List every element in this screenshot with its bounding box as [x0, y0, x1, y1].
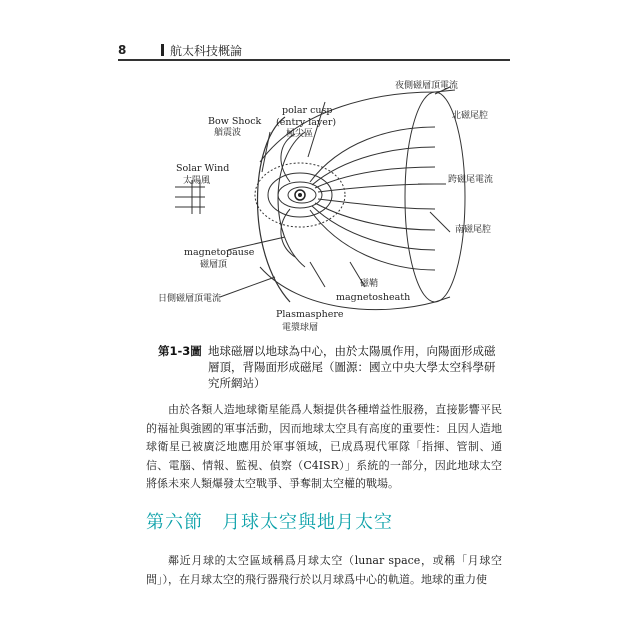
- label-magnetosheath-zh: 磁鞘: [360, 279, 379, 289]
- label-solar-wind: Solar Wind: [176, 163, 230, 174]
- label-magnetosheath: magnetosheath: [336, 292, 411, 303]
- page-header: [118, 41, 510, 61]
- caption-text: 地球磁層以地球為中心，由於太陽風作用，向陽面形成磁層頂，背陽面形成磁尾（圖源：國立中央大學太空科學研究所網站）: [208, 344, 496, 390]
- label-bow-shock-zh: 艏震波: [214, 128, 242, 138]
- label-bow-shock: Bow Shock: [208, 116, 262, 127]
- label-polar-cusp-zh: 極尖區: [286, 129, 314, 139]
- body-paragraph-2: 鄰近月球的太空區域稱爲月球太空（lunar space，或稱「月球空間」），在月球太空的飛行器飛行於以月球爲中心的軌道。地球的重力使: [146, 554, 502, 586]
- caption-number: 第1-3圖: [158, 344, 202, 358]
- header-rule: [118, 59, 510, 61]
- body-paragraph-1: 由於各類人造地球衛星能爲人類提供各種增益性服務，直接影響平民的福祉與強國的軍事活動，因而地球太空具有高度的重要性：且因人造地球衛星已被廣泛地應用於軍事領域，已成爲現代軍隊「指揮、管制、通信、電腦、情報、監視、偵察（C4ISR）」系統的一部分，因此地球太空將係未來人類爆發太空戰爭、爭奪制太空權的戰場。: [146, 403, 502, 490]
- book-title: 航太科技概論: [170, 44, 243, 58]
- label-night-side-current: 夜側磁層頂電流: [395, 81, 459, 91]
- label-plasmasphere: Plasmasphere: [276, 309, 344, 320]
- header-marker-bar: [161, 44, 164, 56]
- label-south-lobe: 南磁尾腔: [455, 225, 492, 235]
- label-solar-wind-zh: 太陽風: [183, 176, 211, 186]
- label-north-lobe: 北磁尾腔: [452, 111, 489, 121]
- label-magnetopause: magnetopause: [184, 247, 255, 258]
- label-polar-cusp: polar cusp: [282, 105, 333, 116]
- label-magnetopause-zh: 磁層頂: [200, 260, 228, 270]
- label-day-side-current: 日側磁層頂電流: [158, 294, 222, 304]
- label-plasmasphere-zh: 電漿球層: [282, 323, 319, 333]
- label-entry-layer: (entry layer): [276, 117, 337, 128]
- magnetosphere-figure: [150, 72, 510, 342]
- page-number: 8: [118, 43, 127, 57]
- label-tail-current: 跨磁尾電流: [448, 175, 494, 185]
- section-heading: 第六節 月球太空與地月太空: [146, 512, 393, 533]
